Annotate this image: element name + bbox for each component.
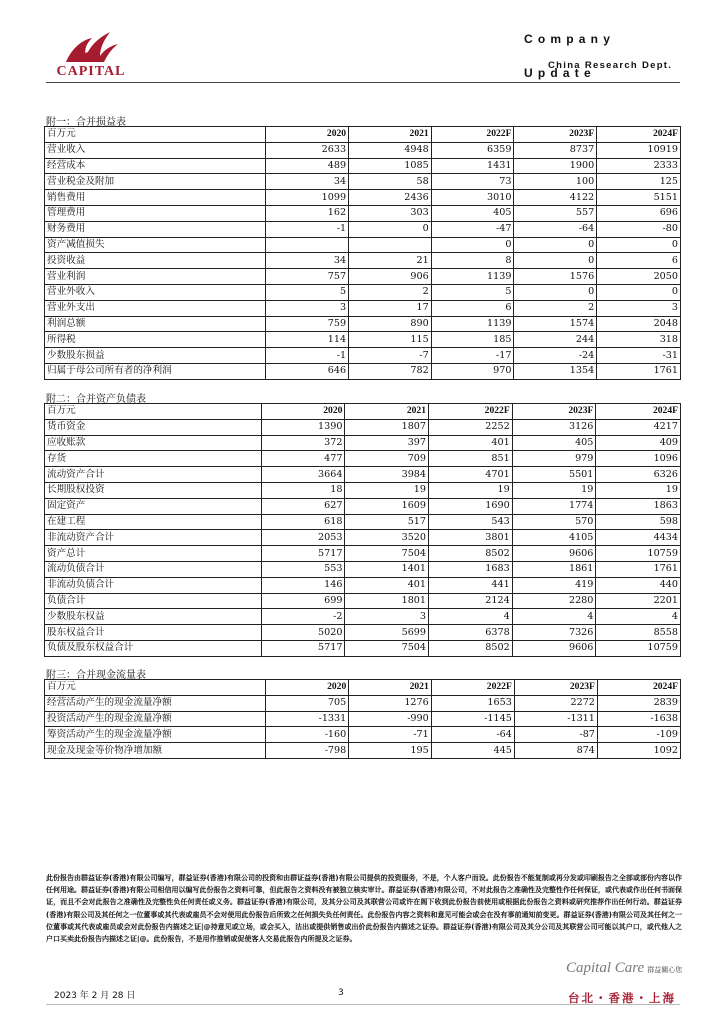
cell-value: 1861 (512, 561, 596, 577)
table-row (45, 419, 681, 435)
table-row (45, 498, 681, 514)
cell-value: 2050 (597, 269, 681, 285)
footer-divider (46, 1004, 680, 1005)
table-row (45, 727, 681, 743)
cell-value: 2021 (345, 404, 429, 420)
cell-value: 557 (514, 205, 597, 221)
cell-value: 318 (597, 332, 681, 348)
cell-value: 2124 (429, 593, 513, 609)
balance-sheet-table (44, 403, 681, 657)
cell-value: 1085 (349, 158, 432, 174)
cell-value: 58 (349, 174, 432, 190)
cell-value: -798 (266, 743, 349, 759)
cell-value: 2252 (429, 419, 513, 435)
cell-value: 8737 (514, 142, 597, 158)
cell-value: 2839 (597, 695, 680, 711)
cell-value: 874 (514, 743, 597, 759)
table-row (45, 316, 681, 332)
table-row (45, 221, 681, 237)
cell-value: 10919 (597, 142, 681, 158)
cell-value: 21 (349, 253, 432, 269)
table-row (45, 142, 681, 158)
brand-name: Capital Care (566, 960, 645, 976)
cell-value: 244 (514, 332, 597, 348)
cell-value: 7504 (345, 546, 429, 562)
cell-value: -1145 (431, 711, 514, 727)
cell-value: 1807 (345, 419, 429, 435)
cell-value: 3 (345, 609, 429, 625)
cell-value: 4122 (514, 190, 597, 206)
cell-value: 0 (431, 237, 514, 253)
row-label: 应收账款 (45, 435, 262, 451)
table-row (45, 593, 681, 609)
cell-value: 3 (266, 300, 349, 316)
cell-value: 5151 (597, 190, 681, 206)
disclaimer-text: 此份报告由群益证券(香港)有限公司编写，群益证券(香港)有限公司的投资和由群证益券(香港)有限公司提供的投资服务，不是，个人客户而设。此份报告不能复制或再分发或印刷报告之全部或部份内容以作任何用途。群益证券(香港)有限公司相信用以编写此份报告之资料可靠，但此报告之资料没有被独立核实审计。群益证券(香港)有限公司，不对此报告之准确性及完整性作任何保证，或代表或作出任何书面保证，而且不会对此报告之准确性及完整性负任何责任或义务。群益证券(香港)有限公司，及其分公司及其联营公司或许在阁下收到此份报告前使用或根据此份报告之资料或研究推荐作出任何行动。群益证券(香港)有限公司及其任何之一位董事或其代表或雇员不会对使用此份报告后所致之任何损失负任何责任。此份报告内容之资料和意见可能会或会在没有事前通知前变更。群益证券(香港)有限公司及其任何之一位董事或其代表或雇员或会对此份报告内描述之证|@持意见或立场，或会买入，沽出或提供销售或出价此份报告内描述之证券。群益证券(香港)有限公司及其分公司及其联营公司可能以其户口，或代他人之户口买卖此份报告内描述之证|@。此份报告，不是用作推销或促使客人交易此报告内所提及之证券。 (46, 874, 682, 944)
row-label: 百万元 (45, 680, 266, 696)
table-row (45, 743, 681, 759)
cell-value: 553 (261, 561, 345, 577)
cell-value: -87 (514, 727, 597, 743)
cell-value: 19 (345, 482, 429, 498)
table-row (45, 561, 681, 577)
cell-value: 7326 (512, 625, 596, 641)
cell-value: 405 (431, 205, 514, 221)
cell-value: 3520 (345, 530, 429, 546)
row-label: 长期股权投资 (45, 482, 262, 498)
cell-value: 517 (345, 514, 429, 530)
cell-value (349, 237, 432, 253)
cell-value: 19 (429, 482, 513, 498)
cell-value: 1690 (429, 498, 513, 514)
cell-value: 3010 (431, 190, 514, 206)
cell-value: 185 (431, 332, 514, 348)
cell-value: 906 (349, 269, 432, 285)
row-label: 非流动资产合计 (45, 530, 262, 546)
cell-value: 4217 (596, 419, 681, 435)
cell-value: -2 (261, 609, 345, 625)
cell-value: 1801 (345, 593, 429, 609)
row-label: 股东权益合计 (45, 625, 262, 641)
cell-value: 1774 (512, 498, 596, 514)
row-label: 经营成本 (45, 158, 266, 174)
cell-value: 2020 (266, 127, 349, 143)
cell-value: 5 (266, 284, 349, 300)
cell-value: 1401 (345, 561, 429, 577)
row-label: 负债及股东权益合计 (45, 640, 262, 656)
cell-value: -17 (431, 348, 514, 364)
cell-value: 709 (345, 451, 429, 467)
cell-value: 2201 (596, 593, 681, 609)
cell-value: 1609 (345, 498, 429, 514)
cell-value: 979 (512, 451, 596, 467)
cell-value: 3 (597, 300, 681, 316)
cell-value: 6326 (596, 467, 681, 483)
cell-value: 6 (431, 300, 514, 316)
cell-value: 477 (261, 451, 345, 467)
cell-value: 0 (514, 284, 597, 300)
office-cities: 台北・香港・上海 (568, 991, 676, 1005)
cell-value: 5717 (261, 640, 345, 656)
cell-value: 162 (266, 205, 349, 221)
cell-value: 8 (431, 253, 514, 269)
cell-value: 782 (349, 363, 432, 379)
income-statement-table (44, 126, 681, 380)
cell-value: 2024F (597, 127, 681, 143)
capital-logo (46, 30, 136, 82)
cell-value: 2272 (514, 695, 597, 711)
cell-value: 5 (431, 284, 514, 300)
brand-tagline: 群益關心您 (647, 966, 683, 974)
cell-value: 1863 (596, 498, 681, 514)
cell-value: 1576 (514, 269, 597, 285)
cell-value: -31 (597, 348, 681, 364)
row-label: 利润总额 (45, 316, 266, 332)
row-label: 资产总计 (45, 546, 262, 562)
cell-value: 2024F (597, 680, 680, 696)
cell-value: 2020 (266, 680, 349, 696)
table-row (45, 332, 681, 348)
table-row (45, 640, 681, 656)
cell-value: 1276 (349, 695, 432, 711)
table-row (45, 205, 681, 221)
cell-value: 2022F (431, 127, 514, 143)
cell-value: -71 (349, 727, 432, 743)
cell-value: 1099 (266, 190, 349, 206)
cell-value: -47 (431, 221, 514, 237)
cell-value: -109 (597, 727, 680, 743)
cell-value: -990 (349, 711, 432, 727)
cell-value: -1 (266, 221, 349, 237)
cell-value: 17 (349, 300, 432, 316)
cell-value: 1139 (431, 269, 514, 285)
cell-value: 646 (266, 363, 349, 379)
cell-value: -80 (597, 221, 681, 237)
cell-value: 18 (261, 482, 345, 498)
row-label: 货币资金 (45, 419, 262, 435)
cell-value: 0 (514, 253, 597, 269)
table-header-row (45, 404, 681, 420)
research-dept: China Research Dept. (548, 60, 673, 71)
table-row (45, 269, 681, 285)
table-row (45, 609, 681, 625)
table-row (45, 237, 681, 253)
cell-value: 19 (596, 482, 681, 498)
table-row (45, 363, 681, 379)
cell-value: -160 (266, 727, 349, 743)
cell-value: 6 (597, 253, 681, 269)
cell-value: 598 (596, 514, 681, 530)
cell-value: 2436 (349, 190, 432, 206)
row-label: 管理费用 (45, 205, 266, 221)
row-label: 营业利润 (45, 269, 266, 285)
table-row (45, 435, 681, 451)
table-row (45, 467, 681, 483)
cell-value: 1761 (597, 363, 681, 379)
cell-value: 146 (261, 577, 345, 593)
cell-value: 9606 (512, 640, 596, 656)
cell-value: 2023F (514, 680, 597, 696)
cell-value: 970 (431, 363, 514, 379)
capital-care-brand (566, 960, 682, 977)
cell-value: 757 (266, 269, 349, 285)
cell-value: 3801 (429, 530, 513, 546)
cell-value: 2333 (597, 158, 681, 174)
cell-value: 2 (514, 300, 597, 316)
cell-value: 3664 (261, 467, 345, 483)
cell-value: 696 (597, 205, 681, 221)
row-label: 流动资产合计 (45, 467, 262, 483)
cell-value: 0 (349, 221, 432, 237)
cell-value: 440 (596, 577, 681, 593)
cell-value: 618 (261, 514, 345, 530)
cell-value: 2023F (512, 404, 596, 420)
table-row (45, 300, 681, 316)
row-label: 营业税金及附加 (45, 174, 266, 190)
capital-bird-icon (64, 30, 120, 64)
cell-value: 1653 (431, 695, 514, 711)
cell-value: 401 (345, 577, 429, 593)
cell-value: 2053 (261, 530, 345, 546)
table-row (45, 174, 681, 190)
row-label: 营业收入 (45, 142, 266, 158)
row-label: 营业外收入 (45, 284, 266, 300)
report-type: Company Update (524, 32, 616, 80)
cell-value: 570 (512, 514, 596, 530)
row-label: 固定资产 (45, 498, 262, 514)
cell-value: 1139 (431, 316, 514, 332)
row-label: 投资活动产生的现金流量净额 (45, 711, 266, 727)
cell-value: 6378 (429, 625, 513, 641)
cell-value: -64 (431, 727, 514, 743)
cell-value: -1638 (597, 711, 680, 727)
cell-value: 7504 (345, 640, 429, 656)
cell-value: 10759 (596, 640, 681, 656)
table-row (45, 253, 681, 269)
report-date: 2023 年 2 月 28 日 (54, 991, 136, 1001)
cell-value: 114 (266, 332, 349, 348)
cell-value: -1 (266, 348, 349, 364)
logo-text: CAPITAL (56, 64, 126, 79)
cell-value: 705 (266, 695, 349, 711)
table-row (45, 451, 681, 467)
cell-value: 699 (261, 593, 345, 609)
cell-value: 1354 (514, 363, 597, 379)
row-label: 流动负债合计 (45, 561, 262, 577)
cell-value: 1761 (596, 561, 681, 577)
cell-value: -24 (514, 348, 597, 364)
table-row (45, 711, 681, 727)
row-label: 现金及现金等价物净增加额 (45, 743, 266, 759)
cell-value: 0 (597, 237, 681, 253)
row-label: 在建工程 (45, 514, 262, 530)
cell-value: 4 (512, 609, 596, 625)
cell-value: 6359 (431, 142, 514, 158)
cell-value: 419 (512, 577, 596, 593)
cell-value: 2023F (514, 127, 597, 143)
cell-value: 2 (349, 284, 432, 300)
cell-value: 2020 (261, 404, 345, 420)
table-row (45, 514, 681, 530)
cell-value: -1331 (266, 711, 349, 727)
cell-value: 125 (597, 174, 681, 190)
cell-value: 1431 (431, 158, 514, 174)
row-label: 经营活动产生的现金流量净额 (45, 695, 266, 711)
table-row (45, 284, 681, 300)
row-label: 销售费用 (45, 190, 266, 206)
table-row (45, 577, 681, 593)
cell-value: 890 (349, 316, 432, 332)
table-row (45, 546, 681, 562)
table-row (45, 625, 681, 641)
row-label: 资产减值损失 (45, 237, 266, 253)
cell-value: 2022F (429, 404, 513, 420)
cell-value: 5501 (512, 467, 596, 483)
cell-value: 9606 (512, 546, 596, 562)
cell-value: 8502 (429, 546, 513, 562)
cell-value: 303 (349, 205, 432, 221)
row-label: 归属于母公司所有者的净利润 (45, 363, 266, 379)
cell-value: 2048 (597, 316, 681, 332)
cell-value: 409 (596, 435, 681, 451)
cell-value: 401 (429, 435, 513, 451)
cell-value: 1900 (514, 158, 597, 174)
row-label: 非流动负债合计 (45, 577, 262, 593)
cell-value: 1092 (597, 743, 680, 759)
cell-value: 0 (514, 237, 597, 253)
cash-flow-title: 附三：合并现金流量表 (46, 670, 146, 681)
cell-value: 4701 (429, 467, 513, 483)
income-statement-title: 附一：合并损益表 (46, 117, 126, 128)
cell-value: 2021 (349, 127, 432, 143)
cell-value: 5717 (261, 546, 345, 562)
cell-value: 195 (349, 743, 432, 759)
table-row (45, 190, 681, 206)
row-label: 少数股东权益 (45, 609, 262, 625)
cell-value: 34 (266, 174, 349, 190)
header-divider (46, 82, 680, 83)
table-row (45, 695, 681, 711)
cell-value (266, 237, 349, 253)
page-number: 3 (338, 988, 344, 998)
cell-value: 115 (349, 332, 432, 348)
cell-value: 543 (429, 514, 513, 530)
table-row (45, 530, 681, 546)
cell-value: 2280 (512, 593, 596, 609)
row-label: 存货 (45, 451, 262, 467)
cell-value: 372 (261, 435, 345, 451)
cell-value: 2024F (596, 404, 681, 420)
cell-value: 1390 (261, 419, 345, 435)
row-label: 所得税 (45, 332, 266, 348)
row-label: 负债合计 (45, 593, 262, 609)
cell-value: 34 (266, 253, 349, 269)
table-row (45, 482, 681, 498)
cell-value: 445 (431, 743, 514, 759)
cell-value: 100 (514, 174, 597, 190)
cell-value: 0 (597, 284, 681, 300)
cell-value: 759 (266, 316, 349, 332)
row-label: 营业外支出 (45, 300, 266, 316)
cell-value: 3126 (512, 419, 596, 435)
row-label: 筹资活动产生的现金流量净额 (45, 727, 266, 743)
cell-value: 4948 (349, 142, 432, 158)
cell-value: 4 (429, 609, 513, 625)
cell-value: 4 (596, 609, 681, 625)
cell-value: 2022F (431, 680, 514, 696)
table-row (45, 348, 681, 364)
cell-value: -64 (514, 221, 597, 237)
row-label: 百万元 (45, 127, 266, 143)
cell-value: 2021 (349, 680, 432, 696)
table-header-row (45, 680, 681, 696)
cell-value: 8558 (596, 625, 681, 641)
cell-value: 851 (429, 451, 513, 467)
row-label: 财务费用 (45, 221, 266, 237)
cell-value: 1574 (514, 316, 597, 332)
cell-value: 405 (512, 435, 596, 451)
cell-value: 4434 (596, 530, 681, 546)
balance-sheet-title: 附二：合并资产负债表 (46, 394, 146, 405)
cell-value: 73 (431, 174, 514, 190)
cell-value: 8502 (429, 640, 513, 656)
cell-value: 489 (266, 158, 349, 174)
cell-value: -7 (349, 348, 432, 364)
row-label: 少数股东损益 (45, 348, 266, 364)
cell-value: 397 (345, 435, 429, 451)
cell-value: 3984 (345, 467, 429, 483)
cell-value: 1096 (596, 451, 681, 467)
table-row (45, 158, 681, 174)
cash-flow-table (44, 679, 681, 759)
cell-value: 5699 (345, 625, 429, 641)
row-label: 百万元 (45, 404, 262, 420)
cell-value: 2633 (266, 142, 349, 158)
cell-value: 4105 (512, 530, 596, 546)
cell-value: 441 (429, 577, 513, 593)
cell-value: 1683 (429, 561, 513, 577)
cell-value: 627 (261, 498, 345, 514)
cell-value: 5020 (261, 625, 345, 641)
cell-value: 19 (512, 482, 596, 498)
table-header-row (45, 127, 681, 143)
cell-value: -1311 (514, 711, 597, 727)
cell-value: 10759 (596, 546, 681, 562)
row-label: 投资收益 (45, 253, 266, 269)
